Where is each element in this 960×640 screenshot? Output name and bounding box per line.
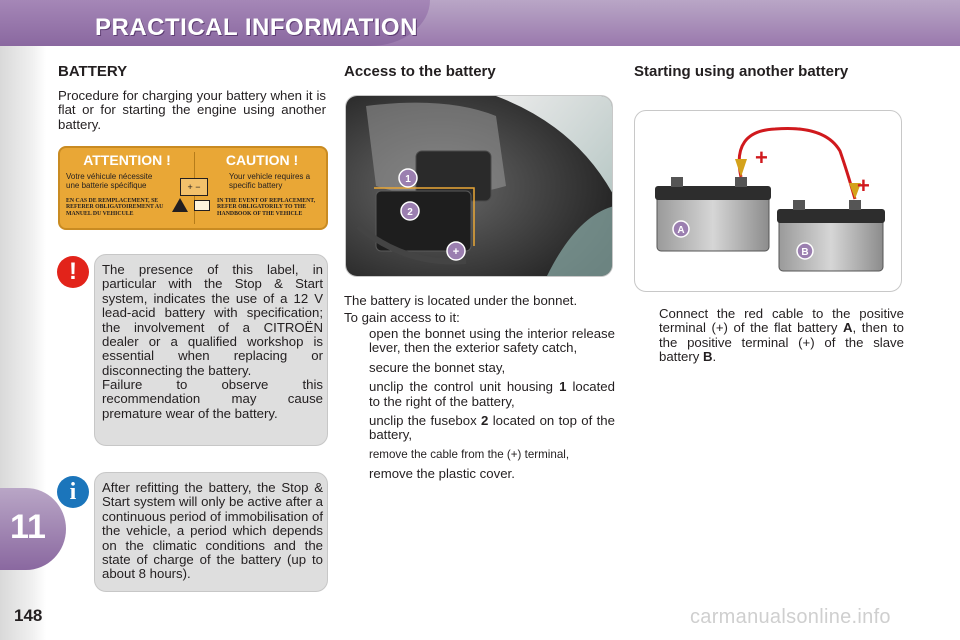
list-item [344,467,615,481]
info-note-text: After refitting the battery, the Stop & Start system will only be active after a continuous period of immobilisation of the vehicle, a period which depends on the climatic conditions and the state of charge of the battery (up to about 8 hours). [102,480,323,582]
warning-note [94,254,328,446]
step-text: remove the cable from the (+) terminal, [369,447,570,461]
step-text: unclip the fusebox [369,413,482,429]
plus-sign-b: + [857,173,870,198]
watermark: carmanualsonline.info [690,606,891,628]
list-item [344,414,615,443]
battery-location-text: The battery is located under the bonnet. [344,293,578,308]
photo-marker-2: 2 [407,207,413,218]
step-text: located on top of the battery, [369,413,615,443]
exclamation-icon: ! [57,256,89,288]
list-item [344,327,615,356]
label-title-en: CAUTION ! [225,152,299,168]
label-subtitle-fr: Votre véhicule nécessite une batterie spécifique [66,172,153,190]
warning-triangle-icon [172,198,188,212]
step-text: secure the bonnet stay, [369,359,506,375]
battery-b-label: B [801,247,809,258]
list-item [344,448,615,462]
label-title-fr: ATTENTION ! [83,152,171,168]
info-note [94,472,328,592]
access-heading: Access to the battery [344,63,496,80]
chapter-number: 11 [10,508,46,546]
jump-step-text: Connect the red cable to the positive terminal (+) of the flat battery [659,306,904,336]
battery-intro: Procedure for charging your battery when it is flat or for starting the engine using another battery. [58,88,326,132]
page-number: 148 [14,606,43,625]
label-subtitle-en: Your vehicle requires a specific battery [229,172,311,190]
list-item [344,380,615,409]
step-marker: A [843,320,853,336]
battery-warning-label [58,146,328,230]
step-text: remove the plastic cover. [369,466,515,482]
battery-symbol-icon [180,178,208,196]
page-header-title: PRACTICAL INFORMATION [95,14,418,41]
label-notice-fr: EN CAS DE REMPLACEMENT, SE REFERER OBLIGATOIREMENT AU MANUEL DU VEHICULE [66,198,164,217]
photo-marker-1: 1 [405,174,411,185]
jump-start-illustration [634,110,902,292]
photo-marker-plus: + [452,246,460,258]
battery-symbol-text: + − [187,182,201,192]
jump-step-text: , then to the positive terminal (+) of the slave battery [659,320,904,365]
step-marker: 1 [559,379,567,395]
battery-a-label: A [677,225,685,236]
jump-start-heading: Starting using another battery [634,63,849,80]
jump-start-steps-list [634,307,904,370]
warning-note-paragraph-1: The presence of this label, in particular with the Stop & Start system, indicates the use of a 12 V lead-acid battery with specification; the involvement of a CITROËN dealer or a qualified workshop is essential when replacing or disconnecting the battery. [102,262,323,378]
access-lead-text: To gain access to it: [344,310,460,325]
manual-icon [194,200,210,211]
jump-step-text: . [712,349,717,365]
step-text: located to the right of the battery, [369,379,615,409]
plus-sign-a: + [755,145,768,170]
engine-bay-illustration [346,96,613,277]
battery-heading: BATTERY [58,63,128,80]
access-steps-list [344,327,615,487]
info-icon: i [57,476,89,508]
label-notice-en: IN THE EVENT OF REPLACEMENT, REFER OBLIGATORILY TO THE HANDBOOK OF THE VEHICLE [217,198,316,217]
engine-bay-photo [345,95,613,277]
step-text: open the bonnet using the interior release lever, then the exterior safety catch, [369,326,615,356]
warning-note-paragraph-2: Failure to observe this recommendation may cause premature wear of the battery. [102,377,323,421]
jump-start-diagram [635,111,902,292]
step-text: unclip the control unit housing [369,379,560,395]
step-marker: B [702,349,713,365]
list-item [344,361,615,375]
step-marker: 2 [481,413,489,429]
list-item [634,307,904,365]
